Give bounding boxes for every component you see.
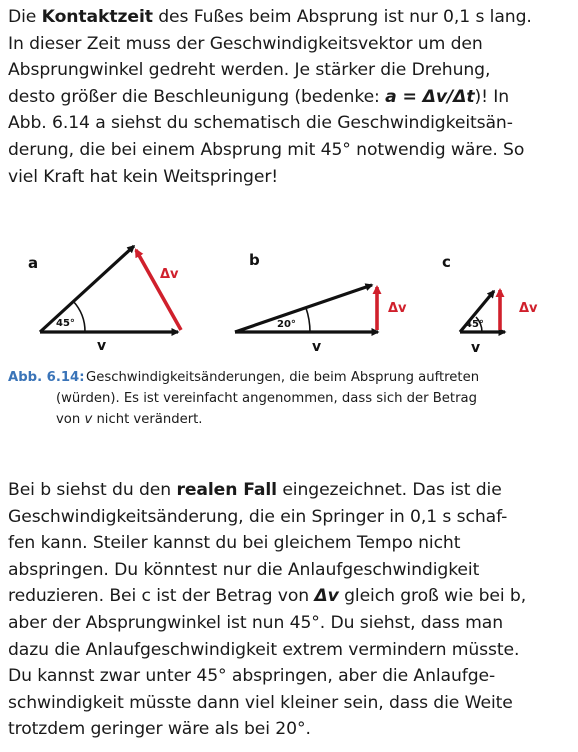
text-line: schwindigkeit müsste dann viel kleiner sein, dass die Weite: [8, 692, 513, 713]
angle-label: 20°: [277, 319, 296, 330]
caption-line: (würden). Es ist vereinfacht angenommen, dass sich der Betrag: [56, 391, 477, 406]
delta-v-label: Δv: [519, 301, 538, 316]
text-line: Du kannst zwar unter 45° abspringen, aber die Anlaufge-: [8, 666, 496, 687]
intro-paragraph: [8, 4, 570, 190]
v-label: v: [97, 338, 107, 354]
text-span: Die: [8, 7, 42, 27]
delta-v-label: Δv: [388, 301, 407, 316]
acceleration-formula: a = Δv/Δt: [385, 86, 475, 107]
figure-6-14: [0, 234, 578, 364]
text-line: Absprungwinkel gedreht werden. Je stärker die Drehung,: [8, 60, 491, 81]
text-line: trotzdem geringer wäre als bei 20°.: [8, 719, 311, 740]
text-line: viel Kraft hat kein Weitspringer!: [8, 166, 279, 187]
diagram-c: [442, 253, 538, 356]
text-span: Bei b siehst du den: [8, 480, 177, 500]
text-span: von: [56, 412, 85, 427]
caption-label: Abb. 6.14:: [8, 370, 85, 385]
diagram-a: [28, 246, 181, 354]
text-span: des Fußes beim Absprung ist nur 0,1 s lang.: [152, 7, 532, 27]
text-span: gleich groß wie bei b,: [338, 586, 527, 607]
text-line: Geschwindigkeitsänderung, die ein Springer in 0,1 s schaf-: [8, 506, 508, 527]
delta-v-term: Δv: [314, 586, 339, 607]
velocity-after-arrow: [235, 285, 372, 332]
diagram-letter-c: c: [442, 253, 451, 271]
explanation-paragraph: [8, 477, 570, 743]
diagram-letter-a: a: [28, 254, 39, 272]
delta-v-label: Δv: [160, 267, 179, 282]
variable-v: v: [84, 412, 93, 427]
text-line: aber der Absprungwinkel ist nun 45°. Du siehst, dass man: [8, 612, 503, 633]
text-line: [8, 84, 570, 111]
diagram-letter-b: b: [249, 251, 260, 269]
text-line: [8, 583, 570, 610]
text-line: Abb. 6.14 a siehst du schematisch die Geschwindigkeitsän-: [8, 113, 513, 134]
text-line: In dieser Zeit muss der Geschwindigkeitsvektor um den: [8, 33, 483, 54]
v-label: v: [312, 339, 322, 355]
text-line: fen kann. Steiler kannst du bei gleichem Tempo nicht: [8, 533, 461, 554]
text-line: dazu die Anlaufgeschwindigkeit extrem vermindern müsste.: [8, 639, 520, 660]
text-span: reduzieren. Bei c ist der Betrag von: [8, 586, 315, 607]
caption-line: [56, 410, 202, 431]
v-label: v: [471, 340, 481, 356]
angle-arc: [306, 308, 310, 332]
text-span: eingezeichnet. Das ist die: [276, 480, 502, 500]
delta-v-arrow: [136, 250, 181, 330]
caption-line: Geschwindigkeitsänderungen, die beim Absprung auftreten: [86, 370, 480, 385]
term-realer-fall: realen Fall: [176, 480, 277, 500]
text-span: )! In: [474, 86, 510, 107]
text-span: desto größer die Beschleunigung (bedenke:: [8, 86, 386, 107]
text-span: nicht verändert.: [92, 412, 203, 427]
angle-label: 45°: [56, 318, 75, 329]
velocity-after-arrow: [40, 246, 134, 332]
term-kontaktzeit: Kontaktzeit: [41, 7, 153, 27]
diagram-b: [235, 251, 407, 355]
angle-label: 45°: [465, 319, 484, 330]
text-line: [8, 477, 570, 504]
text-line: derung, die bei einem Absprung mit 45° notwendig wäre. So: [8, 139, 525, 160]
text-line: [8, 4, 570, 31]
text-line: abspringen. Du könntest nur die Anlaufgeschwindigkeit: [8, 559, 480, 580]
